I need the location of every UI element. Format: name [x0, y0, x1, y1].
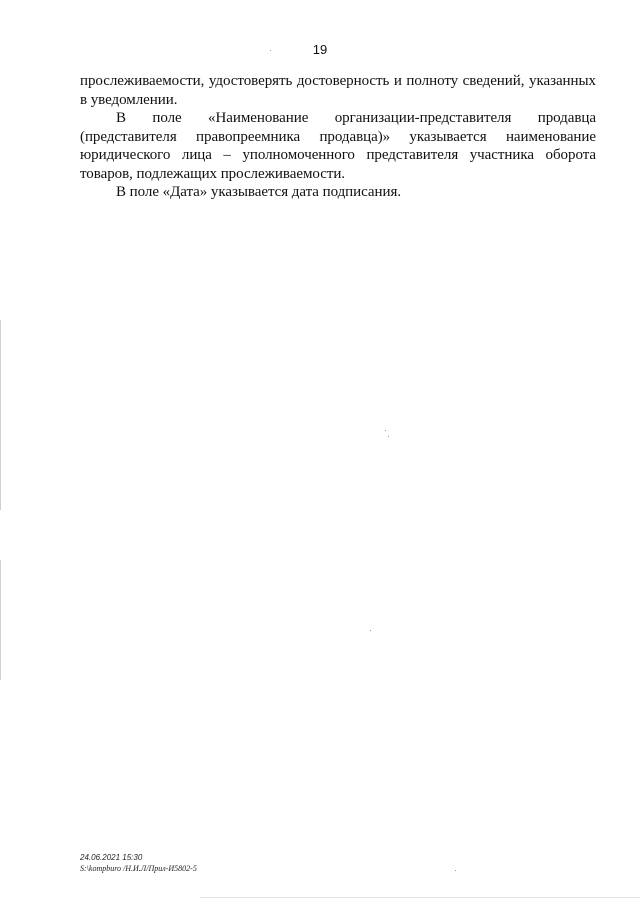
- footer-file-path: S:\kompburo /Н.И.Л/Прил-И5802-5: [80, 864, 197, 873]
- document-body: [80, 72, 596, 202]
- scan-speck: [455, 870, 456, 871]
- scan-edge-mark: [0, 320, 1, 510]
- scan-speck: [385, 430, 386, 431]
- scan-speck: [388, 436, 389, 437]
- paragraph-date-field: В поле «Дата» указывается дата подписания.: [116, 184, 402, 200]
- paragraph-representative-name: В поле «Наименование организации-представителя продавца (представителя правопреемника продавца)» указывается наименование юридического лица – уполномоченного представителя участника оборота товаров, подлежащих прослеживаемости.: [80, 110, 596, 182]
- paragraph-continuation: прослеживаемости, удостоверять достоверность и полноту сведений, указанных в уведомлении.: [80, 73, 596, 108]
- scan-speck: [370, 630, 371, 631]
- scan-bottom-edge: [200, 897, 640, 898]
- page-number: 19: [312, 42, 328, 57]
- scan-edge-mark: [0, 560, 1, 680]
- footer-timestamp: 24.06.2021 15:30: [80, 853, 143, 862]
